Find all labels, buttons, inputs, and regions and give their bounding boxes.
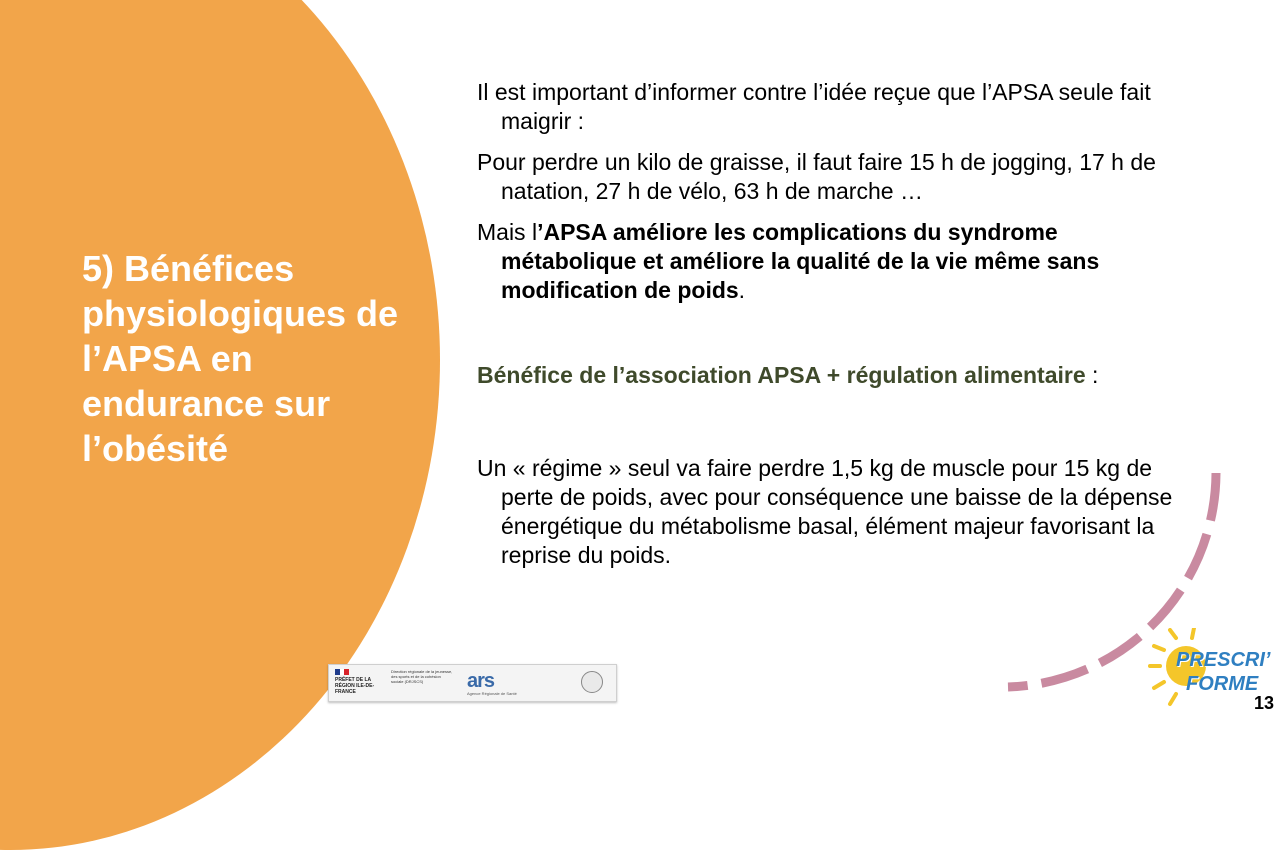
seal-icon	[581, 671, 603, 693]
association-heading: Bénéfice de l’association APSA + régulation alimentaire	[477, 362, 1086, 388]
paragraph-apsa-benefits	[477, 218, 1197, 305]
prefet-label: PRÉFET DE LA RÉGION ILE-DE-FRANCE	[335, 677, 375, 695]
ars-logo	[467, 671, 517, 696]
paragraph-misconception: Il est important d’informer contre l’idée reçue que l’APSA seule fait maigrir :	[477, 79, 1151, 134]
apsa-bold-text: ’APSA améliore les complications du syndrome métabolique et améliore la qualité de la vie même sans modification de poids	[501, 219, 1100, 303]
association-suffix: :	[1085, 362, 1099, 388]
french-flag-icon	[335, 669, 349, 675]
slide-title: 5) Bénéfices physiologiques de l’APSA en endurance sur l’obésité	[82, 248, 399, 469]
partner-logos-strip	[328, 664, 617, 702]
page-number: 13	[1253, 693, 1274, 713]
forme-label: FORME	[1186, 673, 1259, 695]
prescri-forme-logo	[1176, 648, 1270, 696]
paragraph-fat-loss: Pour perdre un kilo de graisse, il faut faire 15 h de jogging, 17 h de natation, 27 h de vélo, 63 h de marche …	[477, 149, 1156, 204]
apsa-prefix: Mais l	[477, 219, 538, 245]
prescri-label: PRESCRI’	[1176, 649, 1271, 671]
ars-label: ars	[467, 670, 495, 692]
drjscs-label: Direction régionale de la jeunesse, des sports et de la cohésion sociale (DRJSCS)	[391, 669, 453, 684]
ars-sub-label: Agence Régionale de Santé	[467, 691, 517, 696]
prefet-logo	[335, 669, 387, 695]
paragraph-association	[477, 361, 1197, 390]
drjscs-logo	[391, 669, 453, 684]
paragraph-diet: Un « régime » seul va faire perdre 1,5 kg de muscle pour 15 kg de perte de poids, avec pour conséquence une baisse de la dépense énergétique du métabolisme basal, élément majeur favorisant la reprise du poids.	[477, 455, 1173, 568]
apsa-suffix: .	[738, 277, 746, 303]
